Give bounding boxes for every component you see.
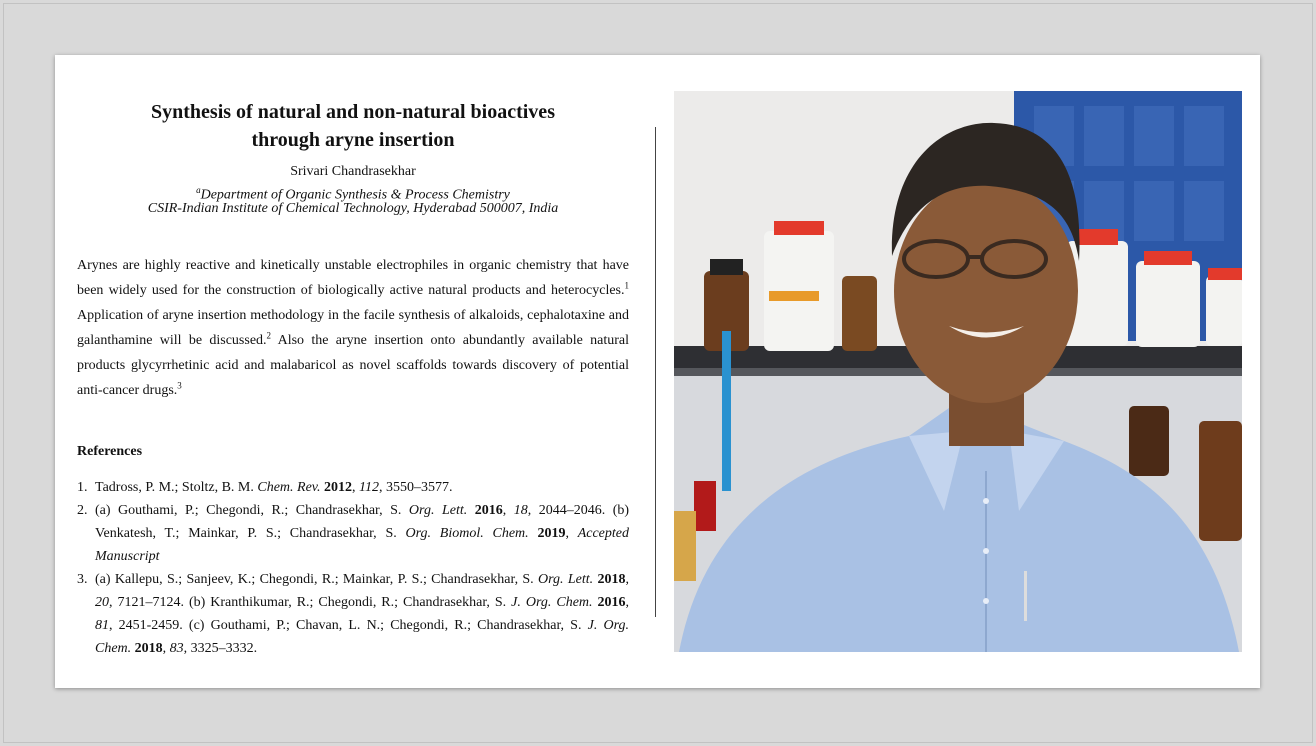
author-photo-illustration: [674, 91, 1242, 652]
reference-item-1: 1. Tadross, P. M.; Stoltz, B. M. Chem. Rev. 2012, 112, 3550–3577.: [77, 476, 629, 499]
reference-volume: 18: [513, 503, 528, 518]
column-divider: [655, 127, 656, 617]
reference-number: 3.: [77, 572, 88, 587]
reference-authors: Tadross, P. M.; Stoltz, B. M.: [95, 480, 258, 495]
reference-journal: J. Org. Chem.: [95, 618, 629, 656]
reference-volume: 81: [95, 618, 109, 633]
reference-volume: 20: [95, 595, 109, 610]
references-heading: References: [77, 444, 143, 459]
reference-journal: Chem. Rev.: [257, 480, 321, 495]
reference-year: 2018: [134, 641, 163, 656]
reference-year: 2016: [474, 503, 503, 518]
reference-authors: (a) Gouthami, P.; Chegondi, R.; Chandrasekhar, S.: [95, 503, 409, 518]
reference-year: 2018: [597, 572, 626, 587]
affiliation-mark: a: [196, 185, 201, 195]
reference-year: 2012: [323, 480, 352, 495]
reference-item-3: 3. (a) Kallepu, S.; Sanjeev, K.; Chegondi, R.; Mainkar, P. S.; Chandrasekhar, S. Org. Lett. 2018, 20, 7121–7124. (b) Kranthikumar, R.; Chegondi, R.; Chandrasekhar, S. J. Org. Chem. 2016, 81, 2451-2459. (c) Gouthami, P.; Chavan, L. N.; Chegondi, R.; Chandrasekhar, S. J. Org. Chem. 2018, 83, 3325–3332.: [77, 568, 629, 660]
abstract-part-1: Arynes are highly reactive and kinetically unstable electrophiles in organic chemistry that have been widely used for the construction of biologically active natural products and heterocycles.: [77, 258, 629, 298]
references-list: [77, 476, 629, 660]
reference-pages: , 3325–3332.: [183, 641, 258, 656]
reference-pages: , 2451-2459. (c) Gouthami, P.; Chavan, L. N.; Chegondi, R.; Chandrasekhar, S.: [109, 618, 588, 633]
reference-volume: 112: [358, 480, 379, 495]
reference-authors: (a) Kallepu, S.; Sanjeev, K.; Chegondi, R.; Mainkar, P. S.; Chandrasekhar, S.: [95, 572, 539, 587]
reference-pages: , 7121–7124. (b) Kranthikumar, R.; Chegondi, R.; Chandrasekhar, S.: [109, 595, 512, 610]
affiliation-line-2: CSIR-Indian Institute of Chemical Technology, Hyderabad 500007, India: [147, 201, 559, 216]
reference-volume: 83: [169, 641, 184, 656]
citation-1: 1: [624, 280, 629, 291]
reference-pages: , 3550–3577.: [378, 480, 453, 495]
reference-year: 2019: [537, 526, 566, 541]
abstract-part-3: Also the aryne insertion onto abundantly available natural products glycyrrhetinic acid and malabaricol as novel scaffolds towards discovery of potential anti-cancer drugs.: [77, 333, 629, 398]
document-title: [77, 98, 629, 154]
text-column: [77, 55, 629, 688]
title-line-2: through aryne insertion: [251, 129, 455, 151]
reference-journal: Org. Lett.: [538, 572, 594, 587]
title-line-1: Synthesis of natural and non-natural bioactives: [151, 101, 555, 123]
reference-journal: Org. Lett.: [408, 503, 468, 518]
citation-2: 2: [266, 330, 272, 341]
reference-number: 1.: [77, 480, 88, 495]
reference-journal: J. Org. Chem.: [511, 595, 593, 610]
reference-journal: Org. Biomol. Chem.: [405, 526, 529, 541]
reference-number: 2.: [77, 503, 88, 518]
author-name: Srivari Chandrasekhar: [290, 164, 416, 179]
slide-page: [55, 55, 1260, 688]
author-photo[interactable]: [674, 91, 1242, 652]
reference-item-2: 2. (a) Gouthami, P.; Chegondi, R.; Chandrasekhar, S. Org. Lett. 2016, 18, 2044–2046. (b) Venkatesh, T.; Mainkar, P. S.; Chandrasekhar, S. Org. Biomol. Chem. 2019, Accepted Manuscript: [77, 499, 629, 568]
affiliation-department: Department of Organic Synthesis & Process Chemistry: [200, 187, 510, 203]
abstract-part-2: Application of aryne insertion methodology in the facile synthesis of alkaloids, cephalotaxine and galanthamine will be discussed.: [77, 308, 629, 348]
reference-year: 2016: [597, 595, 626, 610]
citation-3: 3: [177, 380, 182, 391]
reference-status: Accepted Manuscript: [95, 526, 629, 564]
reference-pages: , 2044–2046. (b) Venkatesh, T.; Mainkar, P. S.; Chandrasekhar, S.: [95, 503, 630, 541]
abstract-paragraph: [77, 253, 629, 403]
